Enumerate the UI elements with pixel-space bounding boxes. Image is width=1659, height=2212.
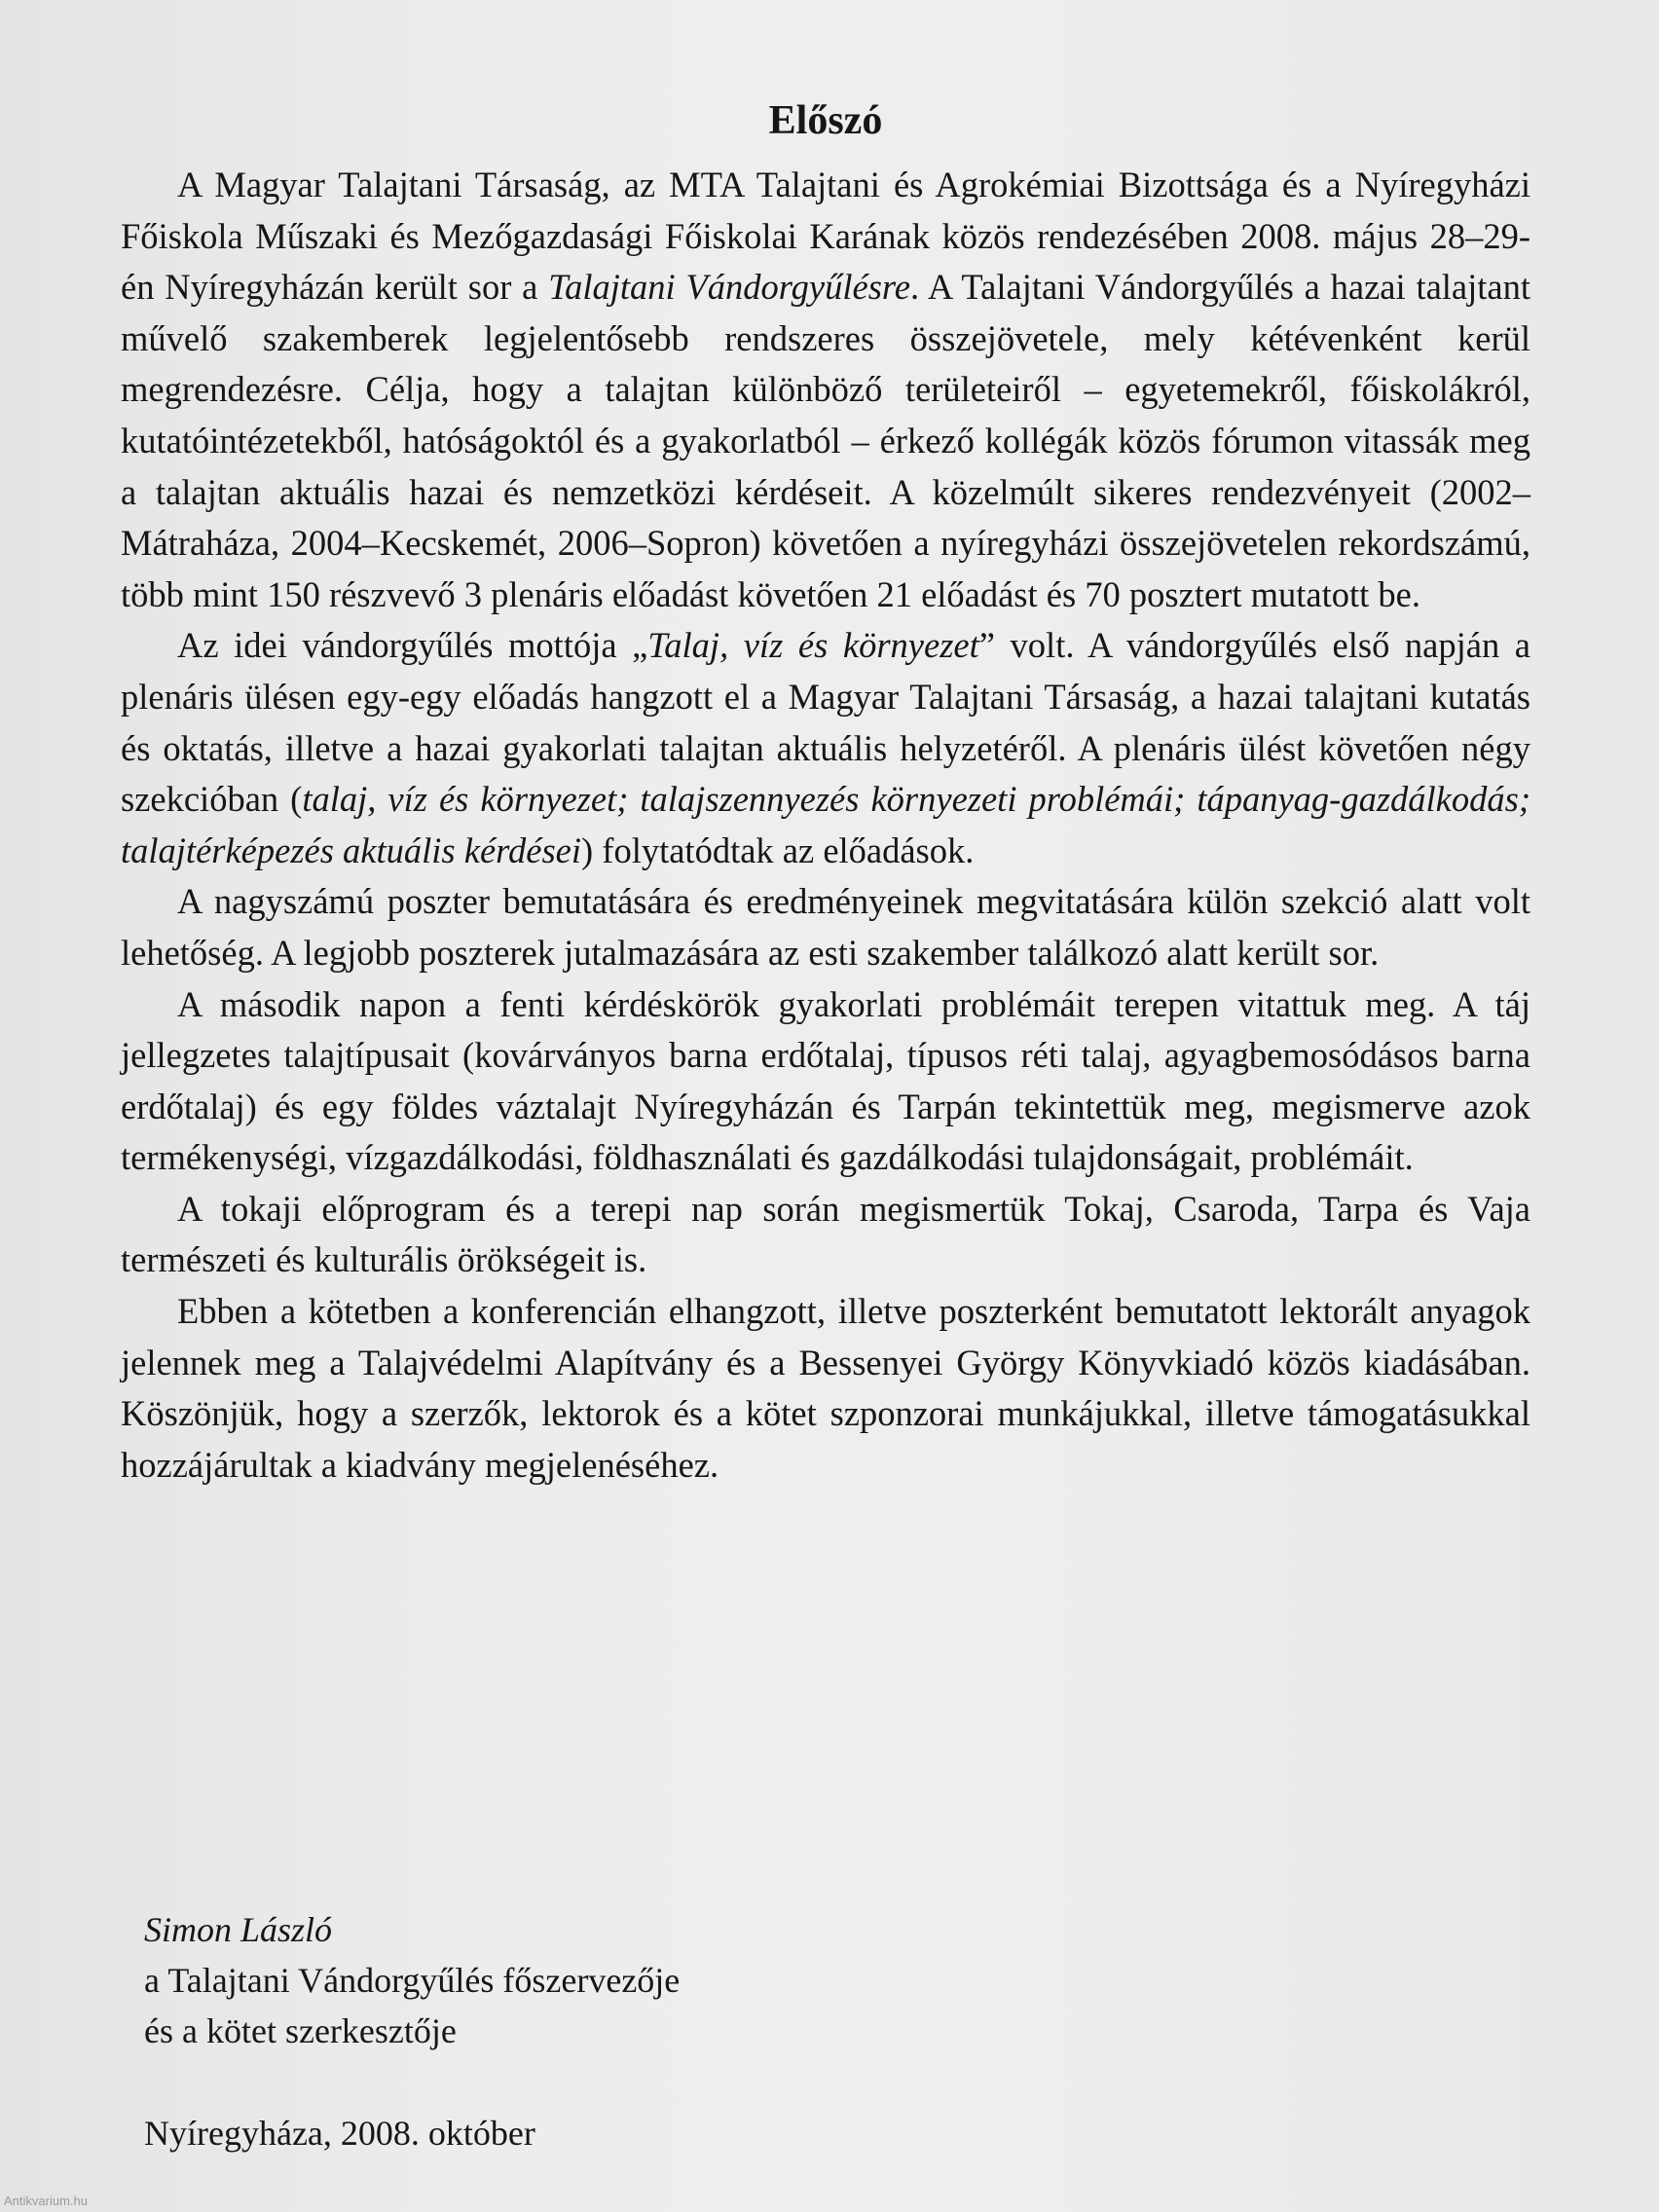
paragraph-text: A Magyar Talajtani Társaság, az MTA Talajtani és Agrokémiai Bizottsága és a Nyíregyházi Főiskola Műszaki és Mezőgazdasági Főiskolai Karának közös rendezésében 2008. május 28–29-én Nyíregyházán került sor a xyxy=(121,165,1530,308)
paragraph-text: A második napon a fenti kérdéskörök gyakorlati problémáit terepen vitattuk meg. A táj jellegzetes talajtípusait (kovárványos barna erdőtalaj, típusos réti talaj, agyagbemosódásos barna erdőtalaj) és egy földes váztalajt Nyíregyházán és Tarpán tekintettük meg, megismerve azok termékenységi, vízgazdálkodási, földhasználati és gazdálkodási tulajdonságait, problémáit. xyxy=(121,983,1530,1178)
paragraph-4 xyxy=(121,979,1530,1184)
signature-name: Simon László xyxy=(144,1910,333,1949)
paragraph-text: A nagyszámú poszter bemutatására és eredményeinek megvitatására külön szekció alatt volt lehetőség. A legjobb poszterek jutalmazására az esti szakember találkozó alatt került sor. xyxy=(121,881,1530,973)
signature-block xyxy=(144,1904,680,2056)
paragraph-text: Ebben a kötetben a konferencián elhangzott, illetve poszterként bemutatott lektorált anyagok jelennek meg a Talajvédelmi Alapítvány és a Bessenyei György Könyvkiadó közös kiadásában. Köszönjük, hogy a szerzők, lektorok és a kötet szponzorai munkájukkal, illetve támogatásukkal hozzájárultak a kiadvány megjelenéséhez. xyxy=(121,1291,1530,1485)
signature-role: a Talajtani Vándorgyűlés főszervezője xyxy=(144,1961,681,2000)
paragraph-italic-text: talaj, víz és környezet; talajszennyezés környezeti problémái; tápanyag-gazdálkodás; talajtérképezés aktuális kérdései xyxy=(121,779,1530,870)
paragraph-text: ) folytatódtak az előadások. xyxy=(581,830,975,870)
paragraph-2 xyxy=(121,620,1530,876)
document-body xyxy=(121,93,1530,1491)
paragraph-text: A tokaji előprogram és a terepi nap során megismertük Tokaj, Csaroda, Tarpa és Vaja természeti és kulturális örökségeit is. xyxy=(121,1188,1530,1280)
watermark: Antikvarium.hu xyxy=(4,2194,88,2208)
paragraph-text: ” volt. A vándorgyűlés első napján a plenáris ülésen egy-egy előadás hangzott el a Magyar Talajtani Társaság, a hazai talajtani kutatás és oktatás, illetve a hazai gyakorlati talajtan aktuális helyzetéről. A plenáris ülést követően négy szekcióban ( xyxy=(121,625,1530,820)
paragraph-italic-text: Talaj, víz és környezet xyxy=(647,625,979,666)
paragraph-6 xyxy=(121,1286,1530,1491)
paragraph-text: . A Talajtani Vándorgyűlés a hazai talajtant művelő szakemberek legjelentősebb rendszeres összejövetele, mely kétévenként kerül megrendezésre. Célja, hogy a talajtan különböző területeiről – egyetemekről, főiskolákról, kutatóintézetekből, hatóságoktól és a gyakorlatból – érkező kollégák közös fórumon vitassák meg a talajtan aktuális hazai és nemzetközi kérdéseit. A közelmúlt sikeres rendezvényeit (2002–Mátraháza, 2004–Kecskemét, 2006–Sopron) követően a nyíregyházi összejövetelen rekordszámú, több mint 150 részvevő 3 plenáris előadást követően 21 előadást és 70 posztert mutatott be. xyxy=(121,267,1530,614)
paragraph-italic-text: Talajtani Vándorgyűlésre xyxy=(548,267,910,308)
paragraph-text: Az idei vándorgyűlés mottója „ xyxy=(177,625,648,666)
paragraph-5 xyxy=(121,1184,1530,1286)
place-date: Nyíregyháza, 2008. október xyxy=(144,2114,535,2153)
paragraph-1 xyxy=(121,160,1530,620)
signature-role: és a kötet szerkesztője xyxy=(144,2011,457,2050)
page-title: Előszó xyxy=(768,98,883,143)
paragraph-3 xyxy=(121,876,1530,978)
